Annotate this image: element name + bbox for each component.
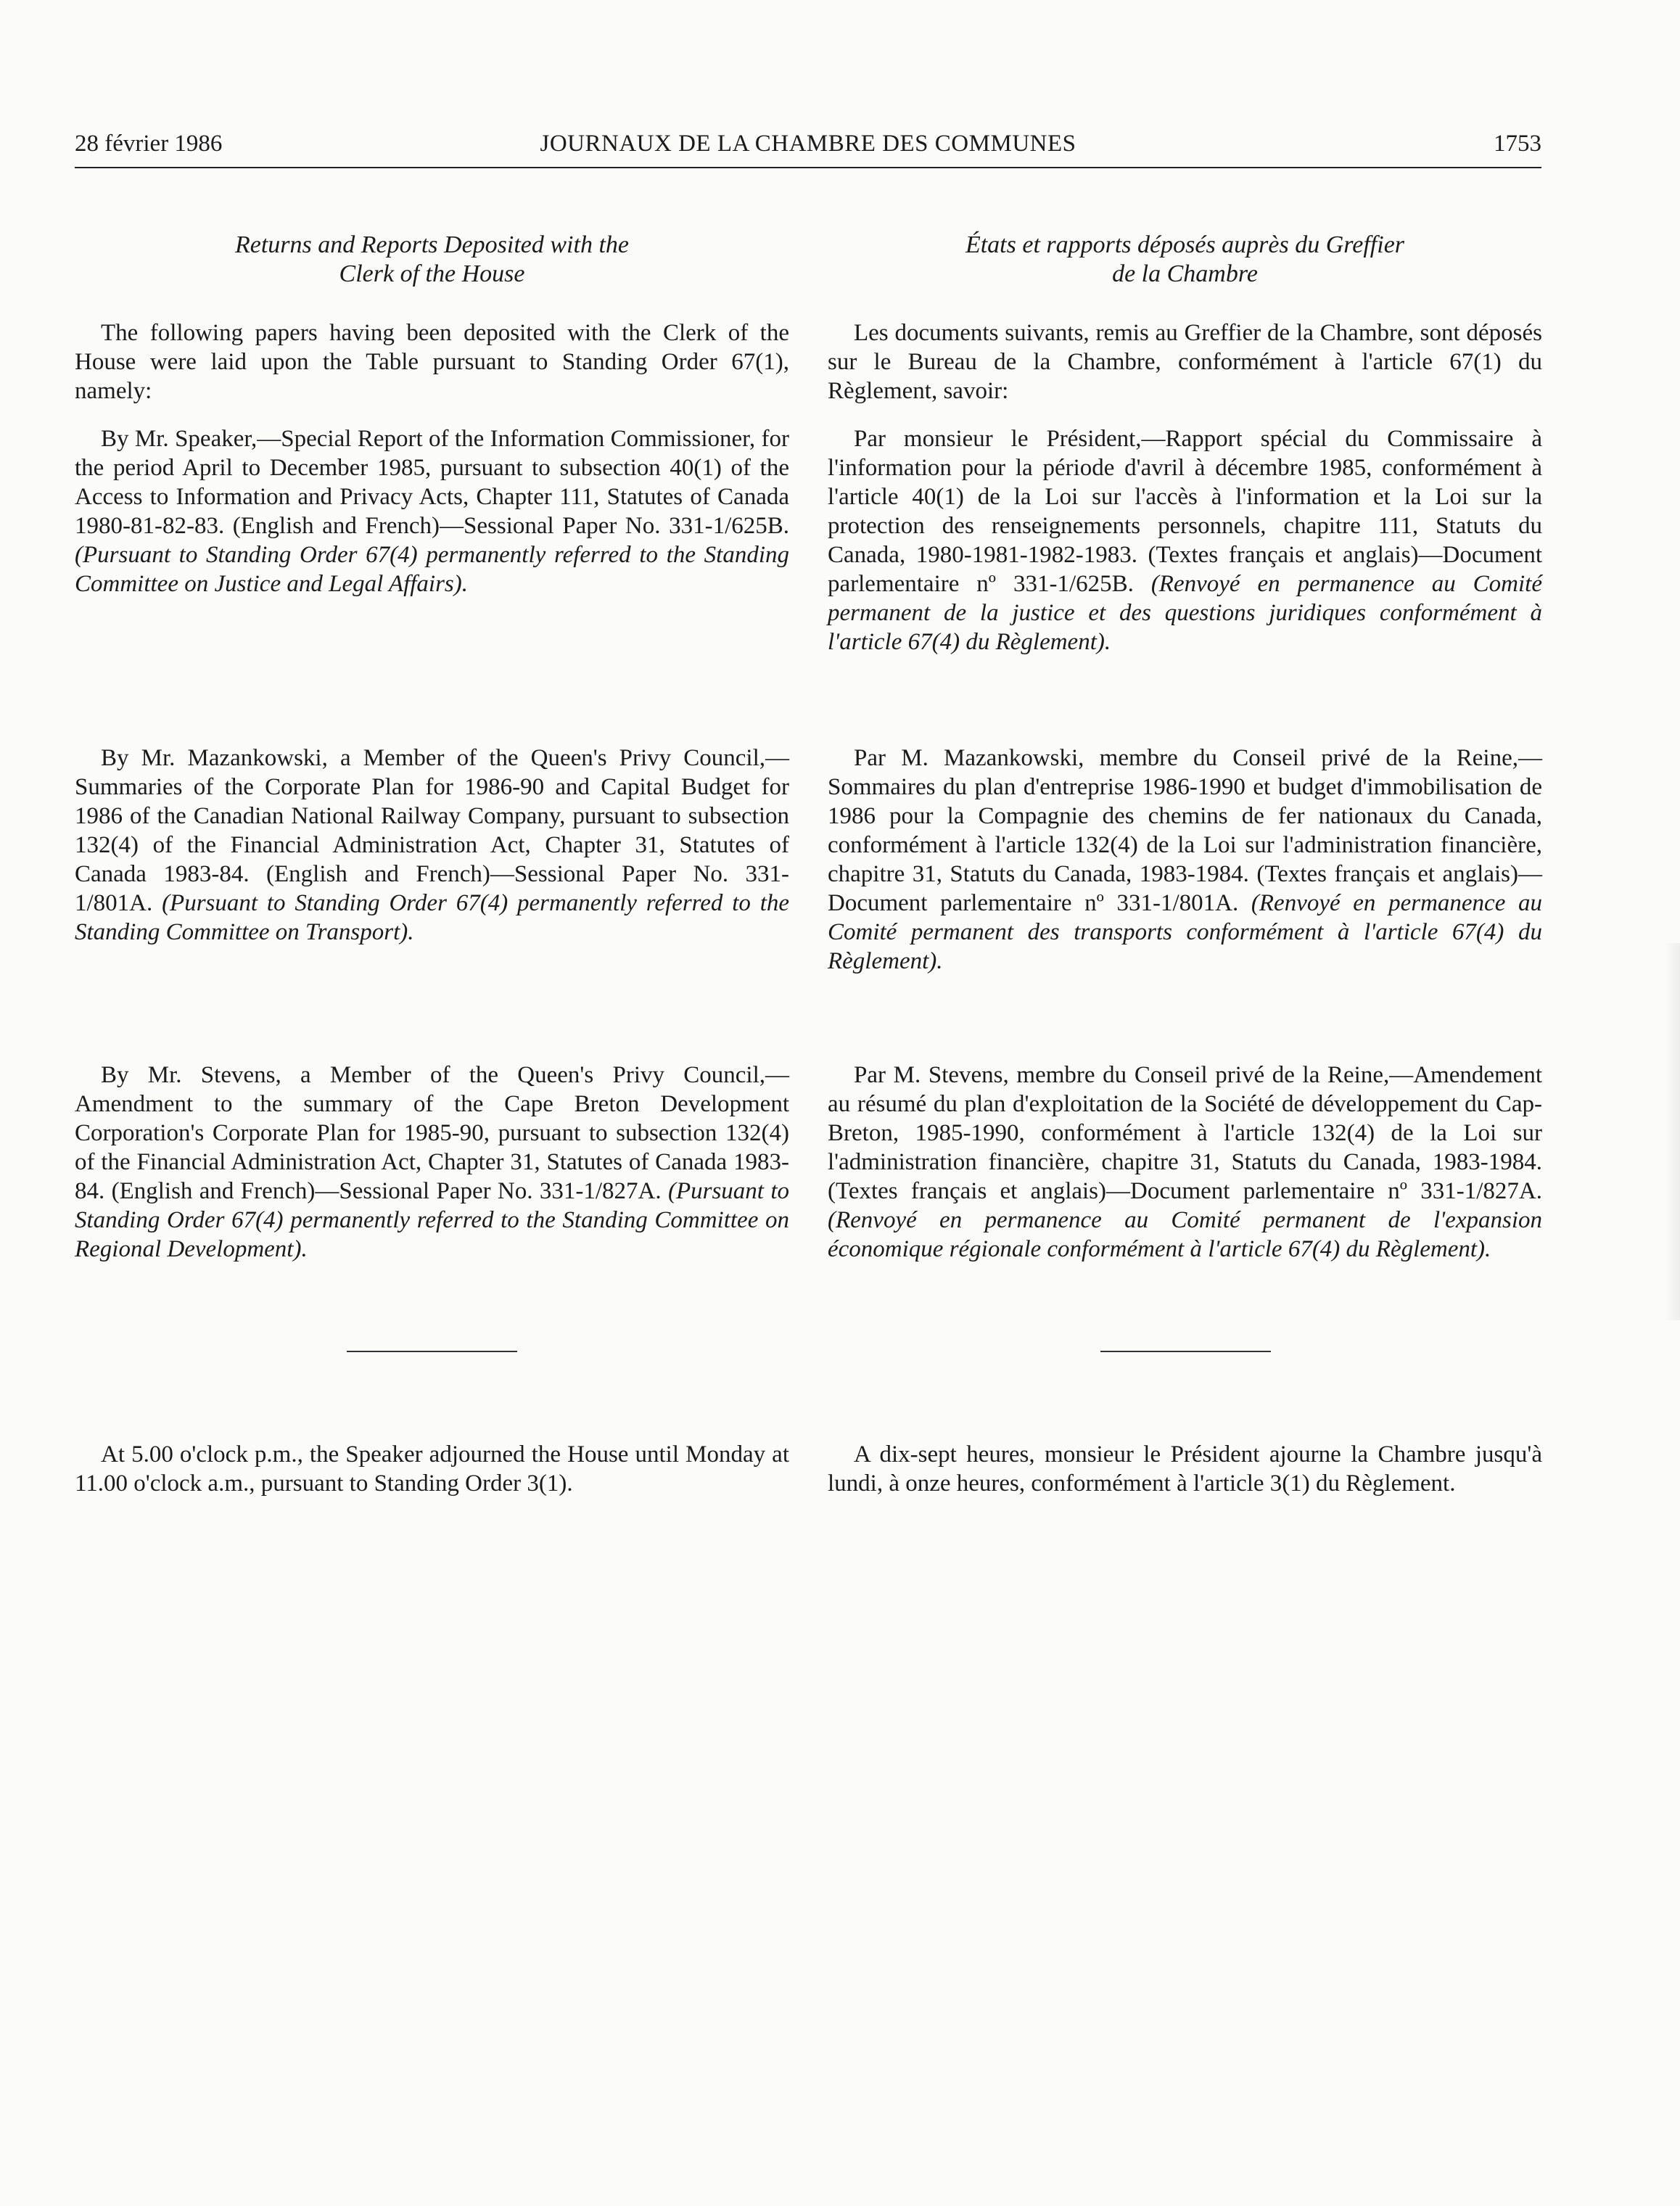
french-item-stevens-text: Par M. Stevens, membre du Conseil privé de la Reine,—Amendement au résumé du plan d'exploitation de la Société de développement du Cap-Breton, 1985-1990, conformément à l'article 132(4) de la Loi sur l'administration financière, chapitre 31, Statuts du Canada, 1983-1984. (Textes français et anglais)—Document parlementaire nº 331-1/827A. bbox=[828, 1062, 1542, 1204]
french-item-mazankowski-referral: (Renvoyé en permanence au Comité permanent des transports conformément à l'article 67(4) du Règlement). bbox=[828, 890, 1542, 974]
english-item-stevens-referral: (Pursuant to Standing Order 67(4) permanently referred to the Standing Committee on Regional Development). bbox=[75, 1178, 789, 1262]
english-item-mazankowski-referral: (Pursuant to Standing Order 67(4) permanently referred to the Standing Committee on Transport). bbox=[75, 890, 790, 945]
english-adjournment: At 5.00 o'clock p.m., the Speaker adjourned the House until Monday at 11.00 o'clock a.m., pursuant to Standing Order 3(1). bbox=[75, 1441, 789, 1497]
english-separator-rule bbox=[347, 1351, 517, 1352]
page-edge-shadow bbox=[1664, 943, 1680, 1320]
french-separator-rule bbox=[1100, 1351, 1271, 1352]
french-intro-paragraph: Les documents suivants, remis au Greffier de la Chambre, sont déposés sur le Bureau de la Chambre, conformément à l'article 67(1) du Règlement, savoir: bbox=[828, 320, 1542, 404]
english-heading-line-1: Returns and Reports Deposited with the bbox=[234, 231, 629, 258]
english-item-stevens-text: By Mr. Stevens, a Member of the Queen's Privy Council,—Amendment to the summary of the Cape Breton Development Corporation's Corporate Plan for 1985-90, pursuant to subsection 132(4) of the Financial Administration Act, Chapter 31, Statutes of Canada 1983-84. (English and French)—Sessional Paper No. 331-1/827A. bbox=[75, 1062, 789, 1204]
english-item-mazankowski bbox=[75, 744, 789, 947]
english-item-speaker bbox=[75, 424, 789, 598]
french-item-president-text: Par monsieur le Président,—Rapport spécial du Commissaire à l'information pour la période d'avril à décembre 1985, conformément à l'article 40(1) de la Loi sur l'accès à l'information et la Loi sur la protection des renseignements personnels, chapitre 111, Statuts du Canada, 1980-1981-1982-1983. (Textes français et anglais)—Document parlementaire nº 331-1/625B. bbox=[828, 426, 1542, 597]
french-heading-line-1: États et rapports déposés auprès du Greffier bbox=[965, 231, 1405, 258]
header-date: 28 février 1986 bbox=[75, 131, 223, 157]
french-item-stevens bbox=[828, 1061, 1542, 1264]
header-title: JOURNAUX DE LA CHAMBRE DES COMMUNES bbox=[540, 131, 1076, 157]
french-item-president bbox=[828, 424, 1542, 657]
french-heading-line-2: de la Chambre bbox=[1112, 260, 1258, 287]
english-item-speaker-referral: (Pursuant to Standing Order 67(4) permanently referred to the Standing Committee on Justice and Legal Affairs). bbox=[75, 542, 789, 597]
english-item-mazankowski-text: By Mr. Mazankowski, a Member of the Queen's Privy Council,—Summaries of the Corporate Plan for 1986-90 and Capital Budget for 1986 of the Canadian National Railway Company, pursuant to subsection 132(4) of the Financial Administration Act, Chapter 31, Statutes of Canada 1983-84. (English and French)—Sessional Paper No. 331-1/801A. bbox=[75, 745, 789, 916]
running-header bbox=[75, 123, 1541, 168]
english-intro-paragraph: The following papers having been deposited with the Clerk of the House were laid upon the Table pursuant to Standing Order 67(1), namely: bbox=[75, 320, 789, 404]
english-item-stevens bbox=[75, 1061, 789, 1264]
english-heading-line-2: Clerk of the House bbox=[339, 260, 525, 287]
english-section-heading bbox=[75, 231, 789, 289]
french-item-mazankowski-text: Par M. Mazankowski, membre du Conseil privé de la Reine,—Sommaires du plan d'entreprise 1986-1990 et budget d'immobilisation de 1986 pour la Compagnie des chemins de fer nationaux du Canada, conformément à l'article 132(4) de la Loi sur l'administration financière, chapitre 31, Statuts du Canada, 1983-1984. (Textes français et anglais)—Document parlementaire nº 331-1/801A. bbox=[828, 745, 1542, 916]
french-adjournment: A dix-sept heures, monsieur le Président ajourne la Chambre jusqu'à lundi, à onze heures, conformément à l'article 3(1) du Règlement. bbox=[828, 1441, 1542, 1497]
french-item-stevens-referral: (Renvoyé en permanence au Comité permanent de l'expansion économique régionale conformément à l'article 67(4) du Règlement). bbox=[828, 1207, 1542, 1262]
english-item-speaker-text: By Mr. Speaker,—Special Report of the Information Commissioner, for the period April to December 1985, pursuant to subsection 40(1) of the Access to Information and Privacy Acts, Chapter 111, Statutes of Canada 1980-81-82-83. (English and French)—Sessional Paper No. 331-1/625B. bbox=[75, 426, 789, 539]
french-item-mazankowski bbox=[828, 744, 1542, 976]
french-item-president-referral: (Renvoyé en permanence au Comité permanent de la justice et des questions juridiques conformément à l'article 67(4) du Règlement). bbox=[828, 571, 1542, 655]
page-number: 1753 bbox=[1494, 131, 1541, 157]
french-section-heading bbox=[828, 231, 1542, 289]
